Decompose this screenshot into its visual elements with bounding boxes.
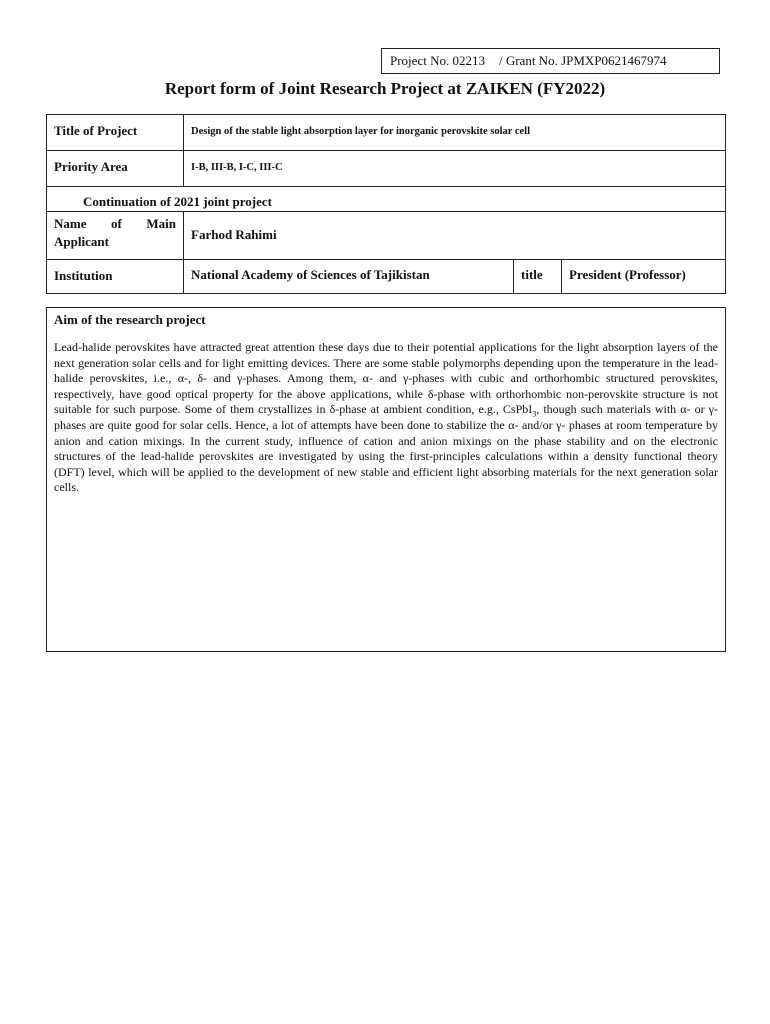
aim-heading: Aim of the research project xyxy=(54,312,206,327)
document-title: Report form of Joint Research Project at ZAIKEN (FY2022) xyxy=(164,79,606,98)
project-grant-number-box xyxy=(381,48,720,74)
aim-section xyxy=(46,307,726,652)
institution-label: Institution xyxy=(54,268,113,283)
title-of-project-label: Title of Project xyxy=(54,123,138,138)
project-info-table xyxy=(46,114,726,294)
priority-area-value: I-B, III-B, I-C, III-C xyxy=(183,151,725,186)
main-applicant-label-word3: Main xyxy=(146,216,176,231)
main-applicant-row xyxy=(47,212,725,260)
grant-number: / Grant No. JPMXP0621467974 xyxy=(498,53,667,68)
aim-text-part2: , though such materials with α- or γ-phases are quite good for solar cells. Hence, a lot of attempts have been done to stabilize the α- and/or γ- phases at room temperature by anion and cation mixings. In the current study, influence of cation and anion mixings on the phase stability and on the electronic structures of the lead-halide perovskites are investigated by using the first-principles calculations within a density functional theory (DFT) level, which will be applied to the development of new stable and efficient light absorbing materials for the next generation solar cells. xyxy=(54,402,718,495)
main-applicant-label-word2: of xyxy=(111,216,122,231)
priority-area-label: Priority Area xyxy=(54,159,128,174)
continuation-row xyxy=(47,187,725,212)
title-of-project-row xyxy=(47,115,725,151)
title-of-project-value: Design of the stable light absorption layer for inorganic perovskite solar cell xyxy=(183,115,725,150)
position-title-value: President (Professor) xyxy=(561,260,725,293)
main-applicant-label-line2: Applicant xyxy=(54,234,109,249)
continuation-text: Continuation of 2021 joint project xyxy=(83,194,272,209)
institution-value: National Academy of Sciences of Tajikistan xyxy=(183,260,513,293)
main-applicant-value: Farhod Rahimi xyxy=(183,212,725,259)
main-applicant-label xyxy=(47,212,183,259)
institution-row xyxy=(47,260,725,293)
priority-area-row xyxy=(47,151,725,187)
main-applicant-label-word1: Name xyxy=(54,216,87,231)
aim-body-text xyxy=(54,340,718,496)
aim-text-part1: Lead-halide perovskites have attracted great attention these days due to their potential applications for the light absorption layers of the next generation solar cells and for light emitting devices. There are some stable polymorphs depending upon the temperature in the lead-halide perovskites, i.e., α-, δ- and γ-phases. Among them, α- and γ-phases with cubic and orthorhombic structured perovskites, respectively, have good optical property for the above applications, while δ-phase with orthorhombic non-perovskite structure is not suitable for such purpose. Some of them crystallizes in δ-phase at ambient condition, e.g., CsPbI xyxy=(54,340,718,417)
project-number: Project No. 02213 xyxy=(390,53,485,68)
aim-text-subscript: 3 xyxy=(532,409,537,419)
position-title-label: title xyxy=(513,260,561,293)
